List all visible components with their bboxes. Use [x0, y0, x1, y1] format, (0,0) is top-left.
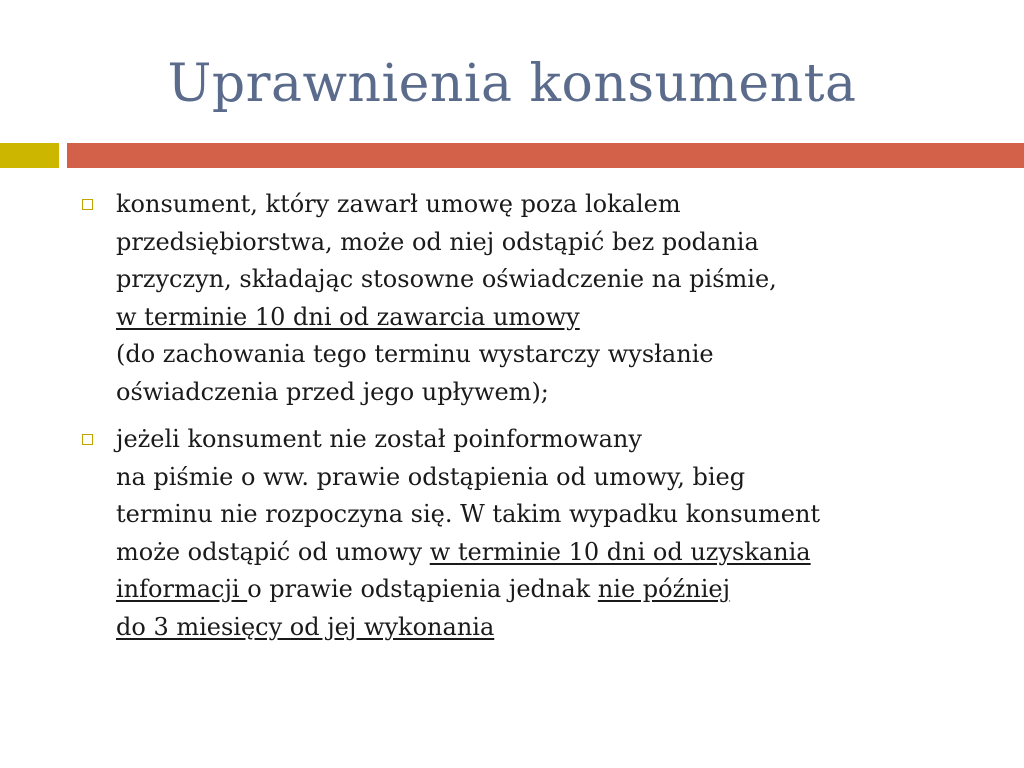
bullet-text-line [116, 571, 978, 609]
slide-title: Uprawnienia konsumenta [167, 54, 857, 114]
note-text-line: (do zachowania tego terminu wystarczy wysłanie [116, 340, 714, 368]
plain-text: o prawie odstąpienia jednak [247, 575, 598, 603]
note-text-line: oświadczenia przed jego upływem); [116, 377, 549, 406]
bullet-text-line: konsument, który zawarł umowę poza lokalem [116, 190, 681, 218]
square-bullet-icon [82, 434, 93, 445]
bullet-text-line: przyczyn, składając stosowne oświadczenie na piśmie, [116, 265, 777, 293]
limit-underlined-text: nie później [597, 575, 731, 603]
deadline-underlined-text: informacji [116, 575, 248, 603]
bullet-item-withdrawal [78, 186, 978, 411]
bullet-text-line: przedsiębiorstwa, może od niej odstąpić bez podania [116, 227, 759, 256]
accent-bar-left [0, 143, 59, 168]
bullet-text-line: na piśmie o ww. prawie odstąpienia od umowy, bieg [116, 462, 746, 491]
bullet-text-line: terminu nie rozpoczyna się. W takim wypadku konsument [116, 500, 821, 528]
bullet-text-line [116, 534, 978, 572]
bullet-text-line: jeżeli konsument nie został poinformowany [116, 425, 642, 453]
deadline-underlined-text: w terminie 10 dni od zawarcia umowy [116, 302, 580, 331]
limit-underlined-text: do 3 miesięcy od jej wykonania [116, 612, 495, 641]
plain-text: może odstąpić od umowy [116, 537, 430, 566]
square-bullet-icon [82, 199, 93, 210]
bullet-list [78, 186, 978, 656]
deadline-underlined-text: w terminie 10 dni od uzyskania [429, 537, 811, 566]
bullet-item-not-informed [78, 421, 978, 646]
accent-bar-right [67, 143, 1024, 168]
